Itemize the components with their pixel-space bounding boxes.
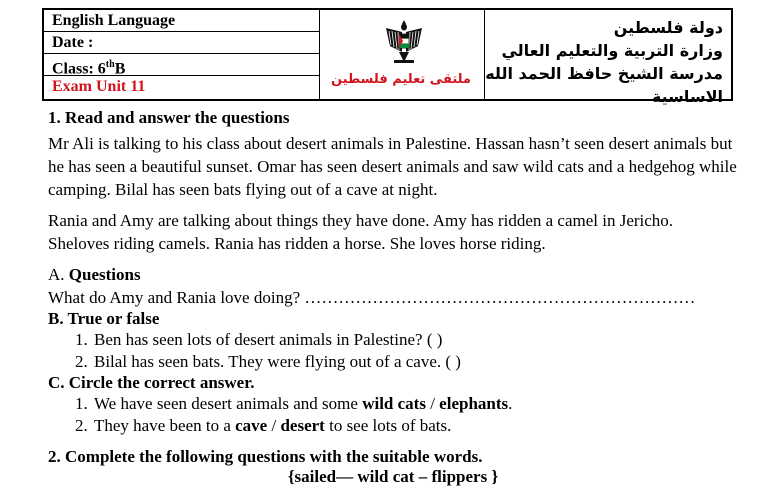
header-left-block <box>44 10 319 99</box>
circle-answer-item: 2. They have been to a cave / desert to see lots of bats. <box>92 415 738 437</box>
date-label: Date : <box>44 32 319 54</box>
reading-paragraph-1: Mr Ali is talking to his class about desert animals in Palestine. Hassan hasn’t seen desert animals but he has seen a beautiful sunset. Omar has seen desert animals and saw wild cats and a hedgehog while camping. Bilal has seen bats flying out of a cave at night. <box>48 134 737 199</box>
school-name-arabic: مدرسة الشيخ حافظ الحمد الله الاساسية <box>485 64 723 106</box>
word-bank: {sailed— wild cat – flippers } <box>287 467 499 486</box>
ministry-name-arabic: وزارة التربية والتعليم العالي <box>501 41 723 60</box>
circle-answer-item: 1. We have seen desert animals and some wild cats / elephants. <box>92 393 738 415</box>
section2-heading: 2. Complete the following questions with the suitable words. <box>48 447 483 466</box>
true-false-list <box>48 329 738 373</box>
exam-body <box>48 108 738 487</box>
section1-heading: 1. Read and answer the questions <box>48 108 290 127</box>
circle-answer-list <box>48 393 738 437</box>
part-a-title: A. Questions <box>48 265 141 284</box>
subject-label: English Language <box>44 10 319 32</box>
state-name-arabic: دولة فلسطين <box>613 18 723 37</box>
exam-unit-label: Exam Unit 11 <box>52 78 146 95</box>
true-false-item: 1. Ben has seen lots of desert animals in Palestine? ( ) <box>92 329 738 351</box>
palestine-emblem-eagle-icon <box>382 16 426 66</box>
part-c-title: C. Circle the correct answer. <box>48 373 255 392</box>
part-b-title: B. True or false <box>48 309 160 328</box>
answer-dots-line: …………………………………………………………… <box>304 288 696 307</box>
true-false-item: 2. Bilal has seen bats. They were flying out of a cave. ( ) <box>92 351 738 373</box>
class-label: Class: 6thB <box>44 54 319 76</box>
header-emblem-block <box>319 10 484 99</box>
forum-watermark-text: ملتقى تعليم فلسطين <box>331 72 471 87</box>
exam-header <box>42 8 733 106</box>
reading-paragraph-2: Rania and Amy are talking about things they have done. Amy has ridden a camel in Jericho. Sheloves riding camels. Rania has ridden a horse. She loves horse riding. <box>48 211 674 253</box>
part-a-question: What do Amy and Rania love doing? …………………………………………………………… <box>48 288 696 307</box>
header-right-block <box>484 10 731 106</box>
